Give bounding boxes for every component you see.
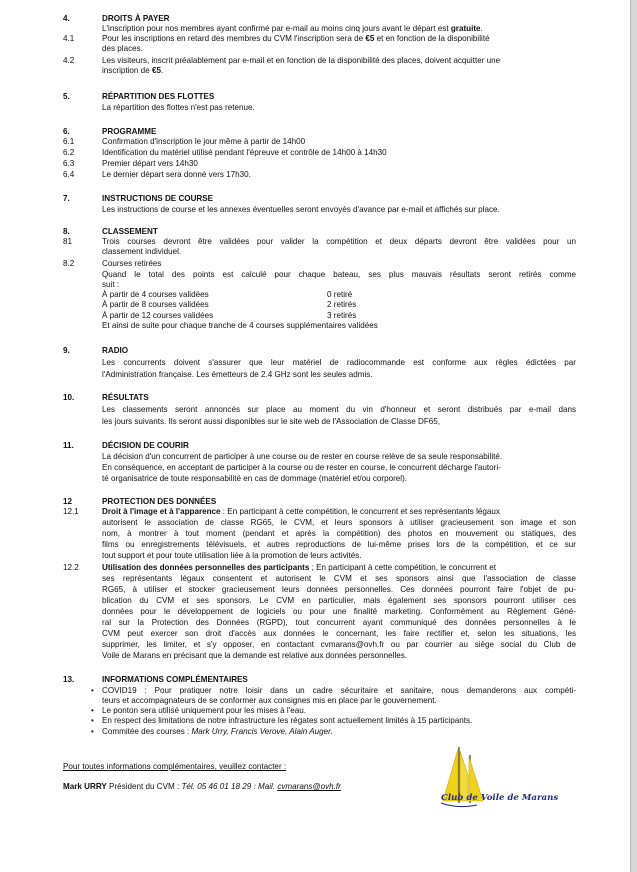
section-6-1-text: Confirmation d'inscription le jour même à partir de 14h00 [102, 137, 306, 146]
section-8-1-text-cont: classement individuel. [102, 247, 182, 256]
discard-row-value: 2 retirés [327, 300, 357, 309]
section-12-1-line: nom, à montrer à tout moment (pendant et après la compétition) des photos en mouvement ou statiques, des [102, 529, 576, 538]
club-logo [437, 745, 577, 831]
info-bullet-covid: COVID19 : Pour pratiquer notre loisir dans un cadre sécuritaire et sanitaire, nous demanderons aux compéti- [102, 686, 576, 695]
section-12-2-number: 12.2 [63, 563, 79, 572]
section-6-title: PROGRAMME [102, 127, 157, 136]
section-12-1-number: 12.1 [63, 507, 79, 516]
section-6-number: 6. [63, 127, 70, 136]
section-8-2-subtitle: Courses retirées [102, 259, 162, 268]
section-11-text-cont: En conséquence, en acceptant de participer à la course ou de rester en course, le concurrent décharge l'autori- [102, 463, 501, 472]
section-11-title: DÉCISION DE COURIR [102, 441, 189, 450]
info-bullet-ponton: Le ponton sera utilisé uniquement pour les mises à l'eau. [102, 706, 307, 715]
section-12-2-line: ral sur la Protection des Données (RGPD), tout concurrent ayant communiqué des données personnelles à le [102, 618, 576, 627]
section-6-2-text: Identification du matériel utilisé pendant l'épreuve et contrôle de 14h00 à 14h30 [102, 148, 387, 157]
section-4-2-text-cont: inscription de €5. [102, 66, 164, 75]
section-11-text: La décision d'un concurrent de participer à une course ou de rester en course relève de sa seule responsabilité. [102, 452, 503, 461]
discard-row-value: 3 retirés [327, 311, 357, 320]
bullet-icon: • [91, 716, 94, 725]
section-5-text: La répartition des flottes n'est pas retenue. [102, 103, 255, 112]
club-logo-text: Club de Voile de Marans [441, 793, 559, 803]
section-12-1-line: films ou enregistrements télévisuels, et autres reproductions de lui-même prises lors de la compétition, et ce sur [102, 540, 576, 549]
section-4-number: 4. [63, 14, 70, 23]
section-8-1-text: Trois courses devront être validées pour valider la compétition et deux départs devront être validées pour un [102, 237, 576, 246]
bullet-icon: • [91, 727, 94, 736]
section-13-title: INFORMATIONS COMPLÉMENTAIRES [102, 675, 248, 684]
section-6-4-number: 6.4 [63, 170, 75, 179]
section-9-title: RADIO [102, 346, 129, 355]
discard-row-value: 0 retiré [327, 290, 353, 299]
section-9-text: Les concurrents doivent s'assurer que leur matériel de radiocommande est conforme aux règles édictées par [102, 358, 576, 367]
section-11-text-cont: té organisatrice de toute responsabilité en cas de dommage (matériel et/ou corporel). [102, 474, 408, 483]
section-4-1-number: 4.1 [63, 34, 75, 43]
section-4-2-text: Les visiteurs, inscrit préalablement par e-mail et en fonction de la disponibilité des places, doivent acquitter une [102, 56, 501, 65]
discard-row-label: À partir de 8 courses validées [102, 300, 209, 309]
section-4-2-number: 4.2 [63, 56, 75, 65]
section-8-2-footnote: Et ainsi de suite pour chaque tranche de 4 courses supplémentaires validées [102, 321, 378, 330]
contact-line: Mark URRY Président du CVM : Tél. 05 46 01 18 29 : Mail. cvmarans@ovh.fr [63, 782, 341, 791]
section-6-3-text: Premier départ vers 14h30 [102, 159, 198, 168]
section-12-2-line: RG65, à utiliser et stocker gracieusement leurs données personnelles. Ces données pourront faire l'objet de pu- [102, 585, 576, 594]
section-12-2-line: données pour le développement de logiciels ou pour une finalité marketing. Conformément au Règlement Géné- [102, 607, 576, 616]
section-12-1-line: tout support et pour toute utilisation liée à la promotion de leurs activités. [102, 551, 362, 560]
section-8-2-text-cont: suit : [102, 280, 120, 289]
section-7-title: INSTRUCTIONS DE COURSE [102, 194, 214, 203]
section-7-number: 7. [63, 194, 70, 203]
section-8-2-number: 8.2 [63, 259, 75, 268]
section-5-title: RÉPARTITION DES FLOTTES [102, 92, 215, 101]
sailboat-icon [437, 745, 577, 831]
section-12-title: PROTECTION DES DONNÉES [102, 497, 217, 506]
section-12-1-line: autorisent le association de classe RG65, le CVM, et leurs sponsors à utiliser gracieusement son image et son [102, 518, 576, 527]
section-6-3-number: 6.3 [63, 159, 75, 168]
section-12-2-line: supprimer, les limiter, et s'y opposer, en contactant cvmarans@ovh.fr ou par courrier au siège social du Club de [102, 640, 576, 649]
section-12-2-line: Voile de Marans en précisant que la demande est relative aux données personnelles. [102, 651, 408, 660]
section-12-2-text: Utilisation des données personnelles des participants ; En participant à cette compétition, le concurrent et [102, 563, 497, 572]
section-9-number: 9. [63, 346, 70, 355]
section-4-title: DROITS À PAYER [102, 14, 170, 23]
section-4-1-text: Pour les inscriptions en retard des membres du CVM l'inscription sera de €5 et en fonction de la disponibilité [102, 34, 490, 43]
section-8-number: 8. [63, 227, 70, 236]
section-7-text: Les instructions de course et les annexes éventuelles seront envoyés d'avance par e-mail et affichés sur place. [102, 205, 500, 214]
section-12-2-line: ses représentants légaux consentent et autorisent le CVM et ses sponsors ainsi que l'association de classe [102, 574, 576, 583]
section-10-text: Les classements seront annoncés sur place au moment du vin d'honneur et seront distribués par e-mail dans [102, 405, 576, 414]
section-12-2-line: blication du CVM et ses sponsors. Le CVM en particulier, mais également ses sponsors pourront utiliser ces [102, 596, 576, 605]
section-8-title: CLASSEMENT [102, 227, 158, 236]
section-6-4-text: Le dernier départ sera donné vers 17h30. [102, 170, 251, 179]
section-6-2-number: 6.2 [63, 148, 75, 157]
section-5-number: 5. [63, 92, 70, 101]
contact-intro: Pour toutes informations complémentaires, veuillez contacter : [63, 762, 287, 771]
section-8-2-text: Quand le total des points est calculé pour chaque bateau, ses plus mauvais résultats seront retirés comme [102, 270, 576, 279]
section-11-number: 11. [63, 441, 74, 450]
section-4-line-1: L'inscription pour nos membres ayant confirmé par e-mail au moins cinq jours avant le départ est gratuite. [102, 24, 483, 33]
discard-row-label: À partir de 12 courses validées [102, 311, 214, 320]
section-6-1-number: 6.1 [63, 137, 75, 146]
section-13-number: 13. [63, 675, 75, 684]
section-4-1-text-cont: des places. [102, 44, 143, 53]
section-12-1-text: Droit à l'image et à l'apparence : En participant à cette compétition, le concurrent et ses représentants légaux [102, 507, 500, 516]
discard-row-label: À partir de 4 courses validées [102, 290, 209, 299]
section-9-text-cont: l'Administration française. Les émetteurs de 2.4 GHz sont les seules admis. [102, 370, 373, 379]
section-8-1-number: 81 [63, 237, 73, 246]
section-10-text-cont: les jours suivants. Ils seront aussi disponibles sur le site web de l'Association de Classe DF65, [102, 417, 441, 426]
section-10-title: RÉSULTATS [102, 393, 149, 402]
contact-email-link[interactable]: cvmarans@ovh.fr [277, 782, 341, 791]
info-bullet-limit: En respect des limitations de notre infrastructure les régates sont actuellement limités à 15 participants. [102, 716, 473, 725]
info-bullet-covid-cont: teurs et accompagnateurs de se conformer aux consignes mis en place par le gouvernement. [102, 696, 437, 705]
section-10-number: 10. [63, 393, 75, 402]
bullet-icon: • [91, 686, 94, 695]
section-12-2-line: CVM peut exercer son droit d'accès aux données le concernant, les faire rectifier et, selon les situations, les [102, 629, 576, 638]
bullet-icon: • [91, 706, 94, 715]
section-12-number: 12 [63, 497, 73, 506]
info-bullet-committee: Commitée des courses : Mark Urry, Francis Verove, Alain Auger. [102, 727, 333, 736]
page-edge [631, 0, 637, 872]
